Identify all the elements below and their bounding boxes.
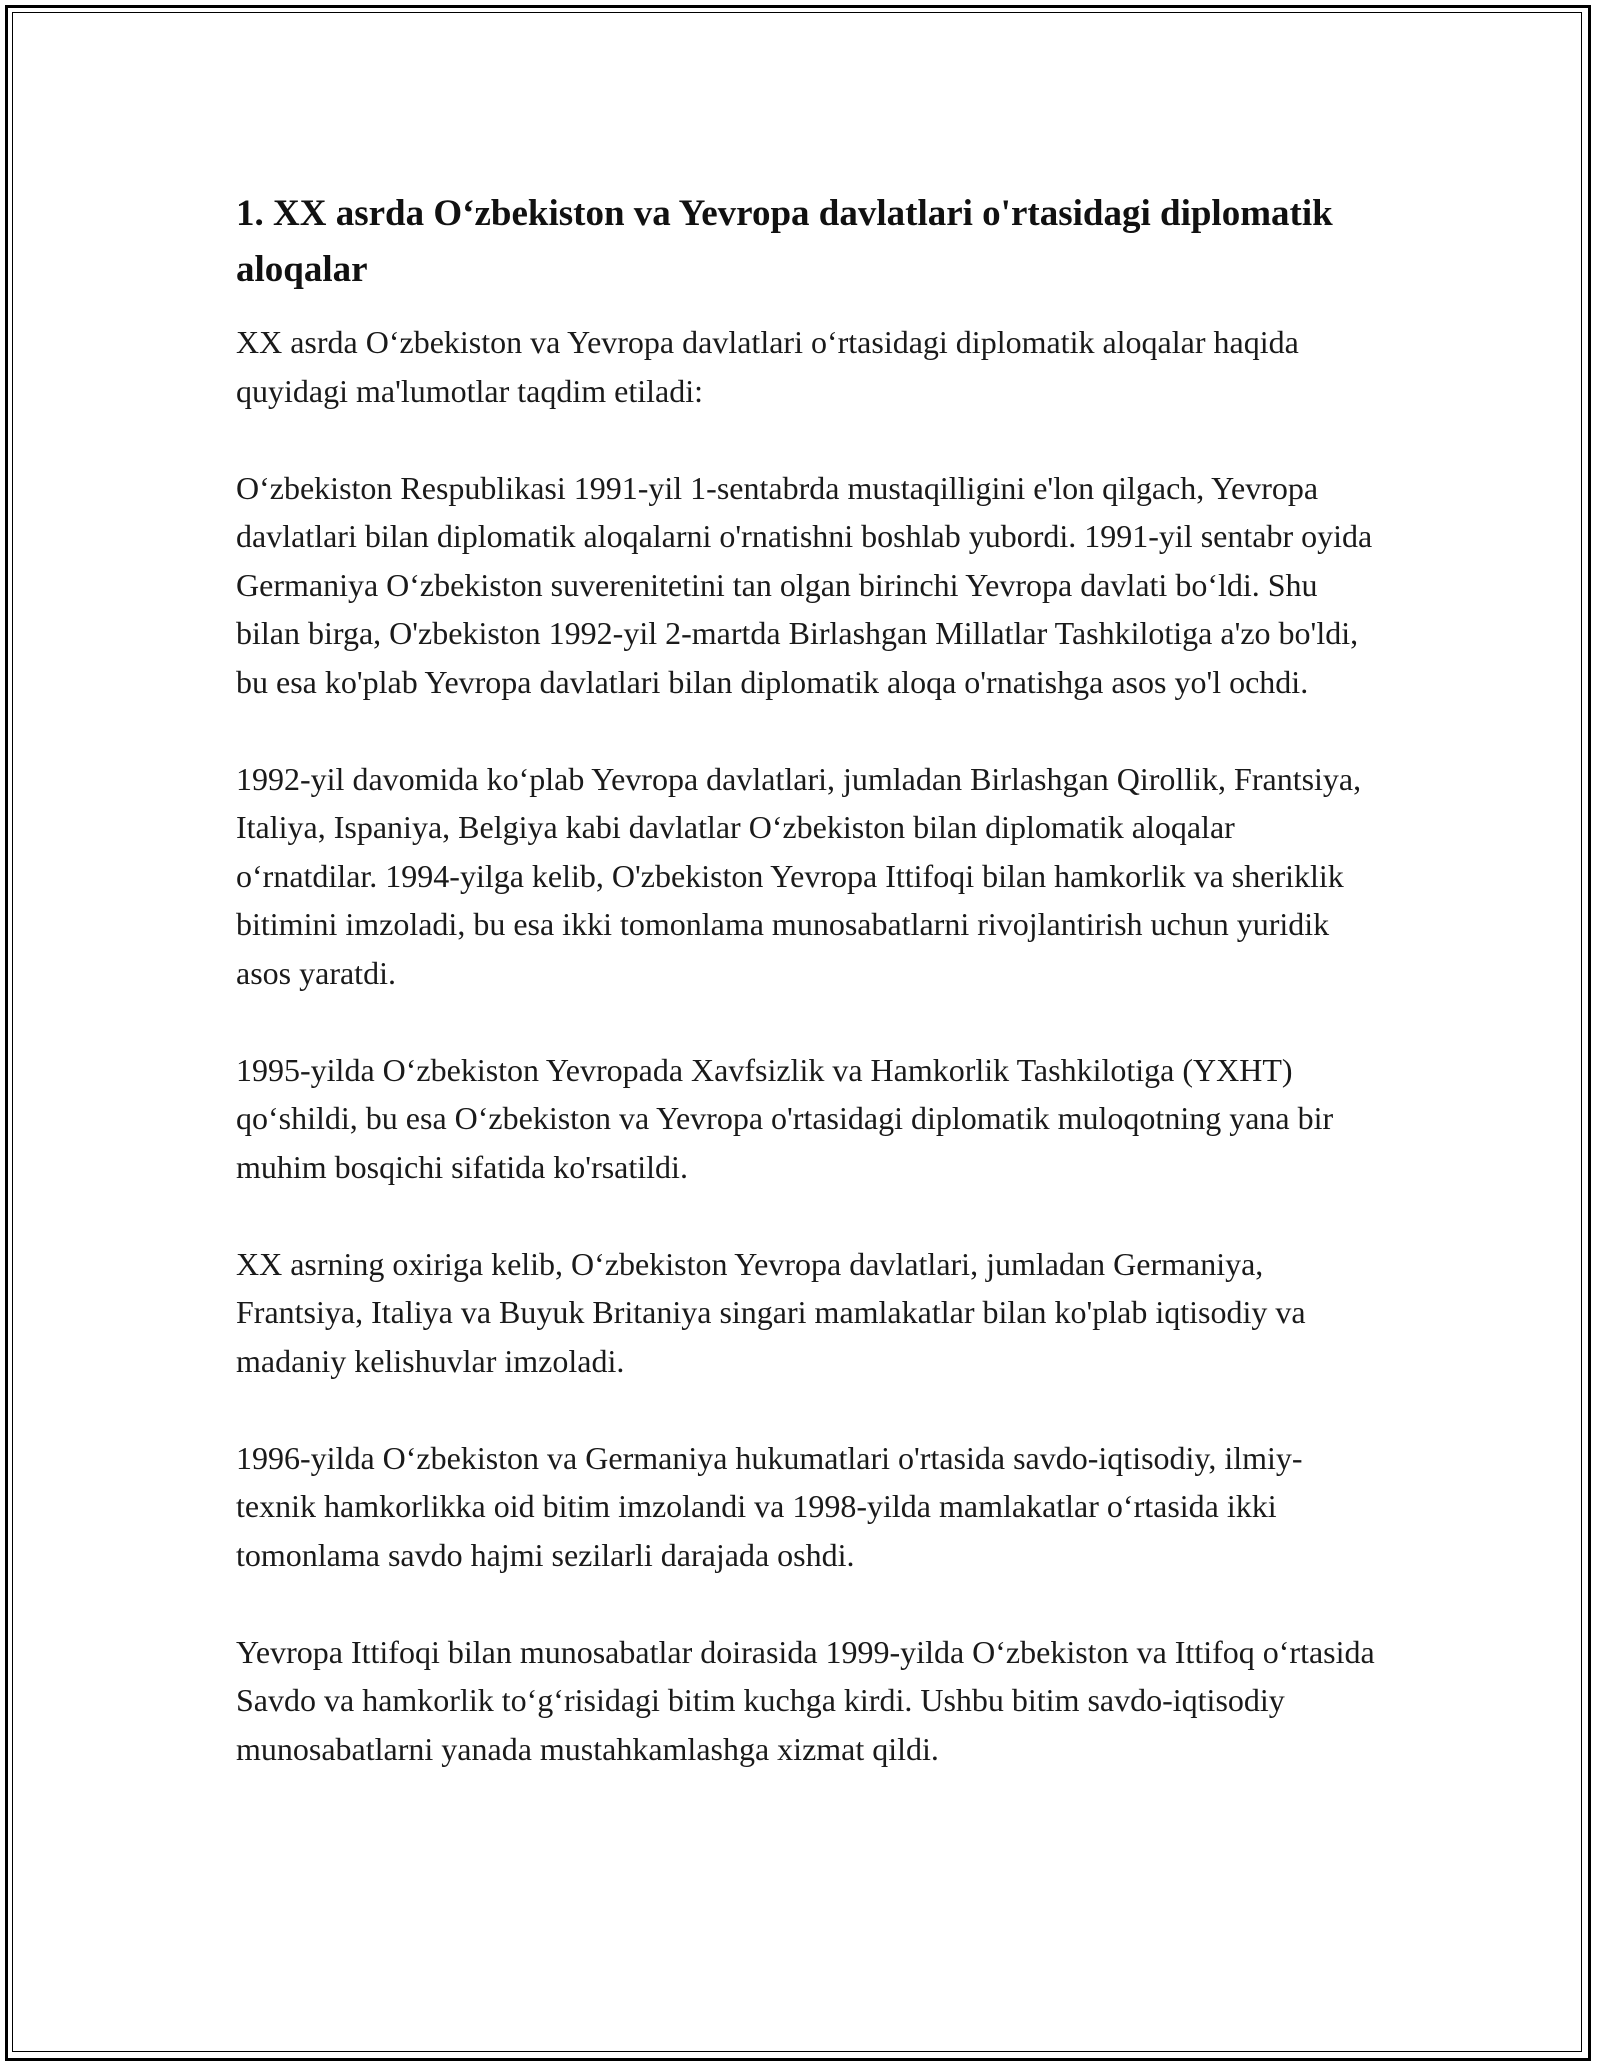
paragraph-independence: O‘zbekiston Respublikasi 1991-yil 1-sentabrda mustaqilligini e'lon qilgach, Yevropa davlatlari bilan diplomatik aloqalarni o'rnatishni boshlab yubordi. 1991-yil sentabr oyida Germaniya O‘zbekiston suverenitetini tan olgan birinchi Yevropa davlati bo‘ldi. Shu bilan birga, O'zbekiston 1992-yil 2-martda Birlashgan Millatlar Tashkilotiga a'zo bo'ldi, bu esa ko'plab Yevropa davlatlari bilan diplomatik aloqa o'rnatishga asos yo'l ochdi.	[236, 469, 1373, 700]
paragraph-germany-1996: 1996-yilda O‘zbekiston va Germaniya hukumatlari o'rtasida savdo-iqtisodiy, ilmiy-texnik hamkorlikka oid bitim imzolandi va 1998-yilda mamlakatlar o‘rtasida ikki tomonlama savdo hajmi sezilarli darajada oshdi.	[236, 1439, 1303, 1573]
paragraph-eu-1999: Yevropa Ittifoqi bilan munosabatlar doirasida 1999-yilda O‘zbekiston va Ittifoq o‘rtasida Savdo va hamkorlik to‘g‘risidagi bitim kuchga kirdi. Ushbu bitim savdo-iqtisodiy munosabatlarni yanada mustahkamlashga xizmat qildi.	[236, 1633, 1375, 1767]
paragraph-intro: XX asrda O‘zbekiston va Yevropa davlatlari o‘rtasidagi diplomatik aloqalar haqida quyidagi ma'lumotlar taqdim etiladi:	[236, 324, 1299, 409]
paragraph-end-of-century: XX asrning oxiriga kelib, O‘zbekiston Yevropa davlatlari, jumladan Germaniya, Frantsiya, Italiya va Buyuk Britaniya singari mamlakatlar bilan ko'plab iqtisodiy va madaniy kelishuvlar imzoladi.	[236, 1245, 1306, 1379]
document-title: 1. XX asrda O‘zbekiston va Yevropa davlatlari o'rtasidagi diplomatik aloqalar	[236, 193, 1333, 290]
paragraph-yxht: 1995-yilda O‘zbekiston Yevropada Xavfsizlik va Hamkorlik Tashkilotiga (YXHT) qo‘shildi, bu esa O‘zbekiston va Yevropa o'rtasidagi diplomatik muloqotning yana bir muhim bosqichi sifatida ko'rsatildi.	[236, 1051, 1334, 1185]
document-body	[236, 186, 1376, 1822]
paragraph-1992-relations: 1992-yil davomida ko‘plab Yevropa davlatlari, jumladan Birlashgan Qirollik, Frantsiya, Italiya, Ispaniya, Belgiya kabi davlatlar O‘zbekiston bilan diplomatik aloqalar o‘rnatdilar. 1994-yilga kelib, O'zbekiston Yevropa Ittifoqi bilan hamkorlik va sheriklik bitimini imzoladi, bu esa ikki tomonlama munosabatlarni rivojlantirish uchun yuridik asos yaratdi.	[236, 760, 1362, 991]
